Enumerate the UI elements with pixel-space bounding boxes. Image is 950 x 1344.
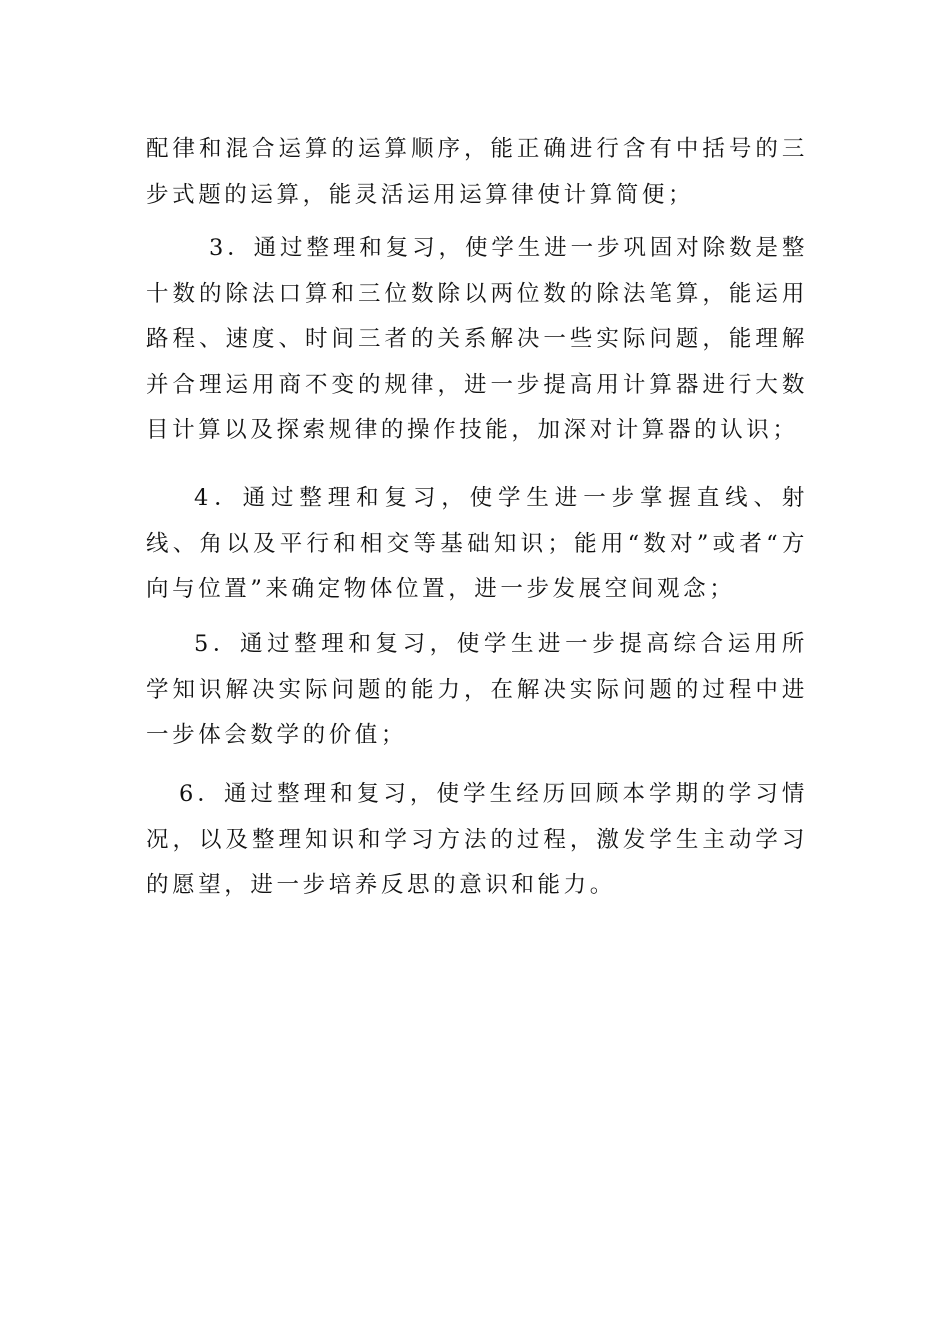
paragraph-continuation: 配律和混合运算的运算顺序，能正确进行含有中括号的三步式题的运算，能灵活运用运算律使计算简便； bbox=[146, 136, 808, 208]
paragraph-item-6: 6．通过整理和复习，使学生经历回顾本学期的学习情况，以及整理知识和学习方法的过程，激发学生主动学习的愿望，进一步培养反思的意识和能力。 bbox=[146, 781, 808, 899]
paragraph-item-3: 3．通过整理和复习，使学生进一步巩固对除数是整十数的除法口算和三位数除以两位数的除法笔算，能运用路程、速度、时间三者的关系解决一些实际问题，能理解并合理运用商不变的规律，进一步提高用计算器进行大数目计算以及探索规律的操作技能，加深对计算器的认识； bbox=[146, 235, 808, 444]
paragraph-item-4: 4．通过整理和复习，使学生进一步掌握直线、射线、角以及平行和相交等基础知识；能用“数对”或者“方向与位置”来确定物体位置，进一步发展空间观念； bbox=[146, 485, 808, 603]
paragraph-item-5: 5．通过整理和复习，使学生进一步提高综合运用所学知识解决实际问题的能力，在解决实际问题的过程中进一步体会数学的价值； bbox=[146, 631, 808, 749]
